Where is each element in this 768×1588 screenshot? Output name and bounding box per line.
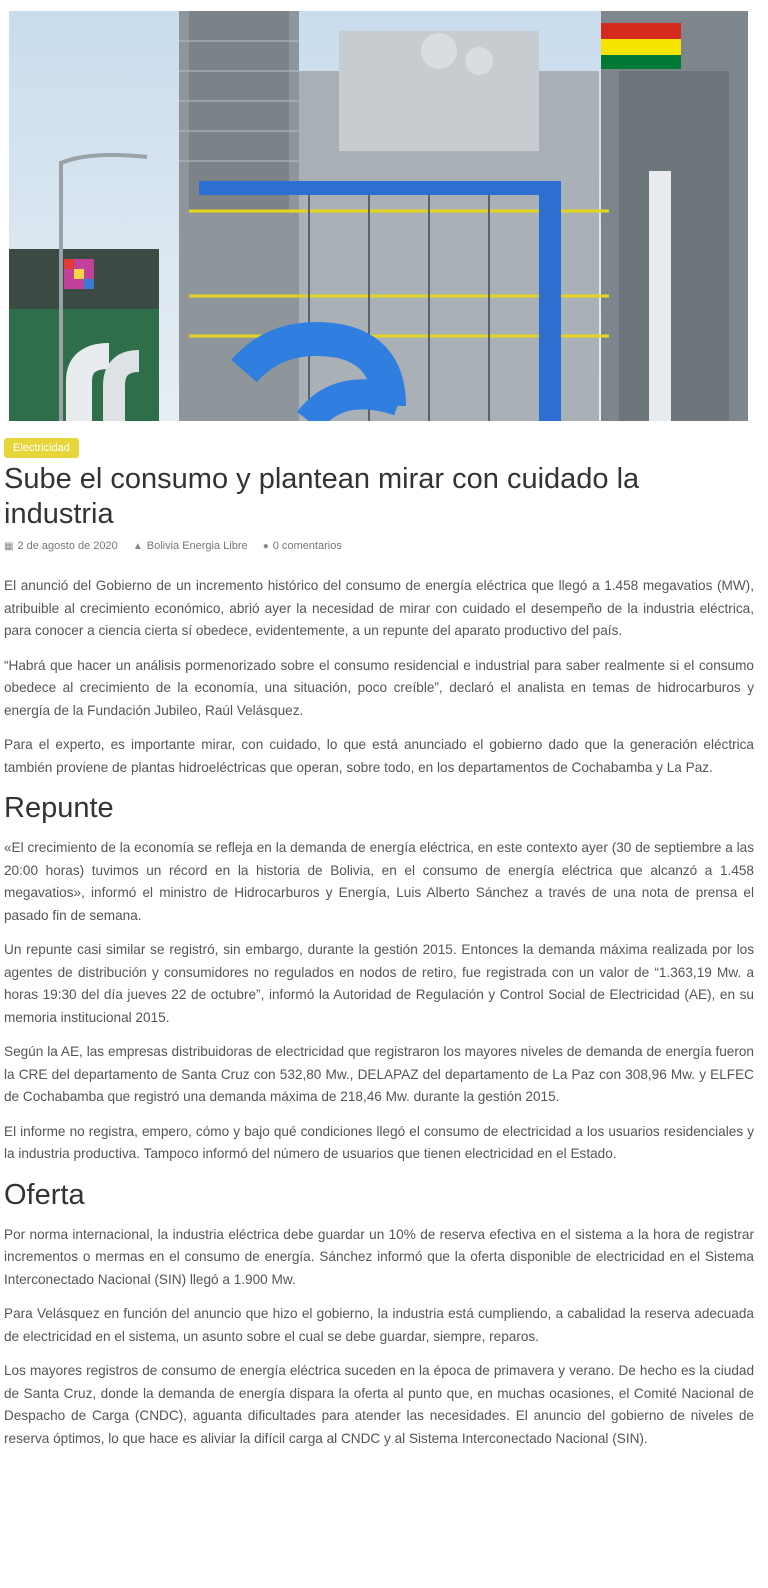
post-comments-text: 0 comentarios bbox=[272, 540, 342, 552]
post-author[interactable] bbox=[133, 540, 248, 552]
post-author-text: Bolivia Energia Libre bbox=[146, 540, 248, 552]
paragraph: «El crecimiento de la economía se refleja en la demanda de energía eléctrica, en este contexto ayer (30 de septiembre a las 20:00 horas) tuvimos un récord en la historia de Bolivia, en el consumo de energía eléctrica que alcanzó a 1.458 megavatios», informó el ministro de Hidrocarburos y Energía, Luis Alberto Sánchez a través de una nota de prensa el pasado fin de semana. bbox=[4, 840, 754, 923]
post-comments[interactable] bbox=[263, 540, 342, 552]
category-badge[interactable]: Electricidad bbox=[4, 438, 79, 458]
post-meta bbox=[4, 540, 354, 552]
paragraph: Para el experto, es importante mirar, con cuidado, lo que está anunciado el gobierno dado que la generación eléctrica también proviene de plantas hidroeléctricas que operan, sobre todo, en los departamentos de Cochabamba y La Paz. bbox=[4, 737, 754, 775]
calendar-icon: ▦ bbox=[4, 541, 14, 552]
user-icon: ▲ bbox=[132, 541, 143, 552]
paragraph: El anunció del Gobierno de un incremento histórico del consumo de energía eléctrica que llegó a 1.458 megavatios (MW), atribuible al crecimiento económico, abrió ayer la necesidad de mirar con cuidado el desempeño de la industria eléctrica, para conocer a ciencia cierta sí obedece, evidentemente, a un repunte del aparato productivo del país. bbox=[4, 578, 754, 638]
article-content bbox=[4, 575, 754, 1462]
paragraph: Los mayores registros de consumo de energía eléctrica suceden en la época de primavera y verano. De hecho es la ciudad de Santa Cruz, donde la demanda de energía dispara la oferta al punto que, en muchas ocasiones, el Comité Nacional de Despacho de Carga (CNDC), aguanta dificultades para atender las necesidades. El anuncio del gobierno de niveles de reserva óptimos, lo que hace es aliviar la difícil carga al CNDC y al Sistema Interconectado Nacional (SIN). bbox=[4, 1363, 754, 1446]
section-heading-repunte: Repunte bbox=[4, 792, 114, 824]
article-title: Sube el consumo y plantean mirar con cuidado la industria bbox=[4, 463, 640, 530]
post-date[interactable] bbox=[4, 540, 118, 552]
section-heading-oferta: Oferta bbox=[4, 1178, 85, 1211]
comment-icon: ● bbox=[262, 541, 269, 552]
featured-image bbox=[9, 11, 748, 421]
post-date-text: 2 de agosto de 2020 bbox=[17, 540, 118, 552]
paragraph: El informe no registra, empero, cómo y bajo qué condiciones llegó el consumo de electricidad a los usuarios residenciales y la industria productiva. Tampoco informó del número de usuarios que tienen electricidad en el Estado. bbox=[4, 1123, 754, 1161]
paragraph: Por norma internacional, la industria eléctrica debe guardar un 10% de reserva efectiva en el sistema a la hora de registrar incrementos o mermas en el consumo de energía. Sánchez informó que la oferta disponible de electricidad en el Sistema Interconectado Nacional (SIN) llegó a 1.900 Mw. bbox=[4, 1226, 754, 1287]
paragraph: “Habrá que hacer un análisis pormenorizado sobre el consumo residencial e industrial para saber realmente si el consumo obedece al crecimiento de la economía, una situación, poco creíble”, declaró el analista en temas de hidrocarburos y energía de la Fundación Jubileo, Raúl Velásquez. bbox=[4, 657, 754, 718]
paragraph: Un repunte casi similar se registró, sin embargo, durante la gestión 2015. Entonces la demanda máxima realizada por los agentes de distribución y consumidores no regulados en nodos de retiro, fue registrada con un valor de “1.363,19 Mw. a horas 19:30 del día jueves 22 de octubre”, informó la Autoridad de Regulación y Control Social de Electricidad (AE), en su memoria institucional 2015. bbox=[4, 942, 754, 1025]
paragraph: Según la AE, las empresas distribuidoras de electricidad que registraron los mayores niveles de demanda de energía fueron la CRE del departamento de Santa Cruz con 532,80 Mw., DELAPAZ del departamento de La Paz con 308,96 Mw. y ELFEC de Cochabamba que registró una demanda máxima de 218,46 Mw. durante la gestión 2015. bbox=[4, 1044, 754, 1104]
photo-icon bbox=[9, 11, 748, 421]
paragraph: Para Velásquez en función del anuncio que hizo el gobierno, la industria está cumpliendo, a cabalidad la reserva adecuada de electricidad en el sistema, un asunto sobre el cual se debe guardar, siempre, reparos. bbox=[4, 1306, 754, 1344]
